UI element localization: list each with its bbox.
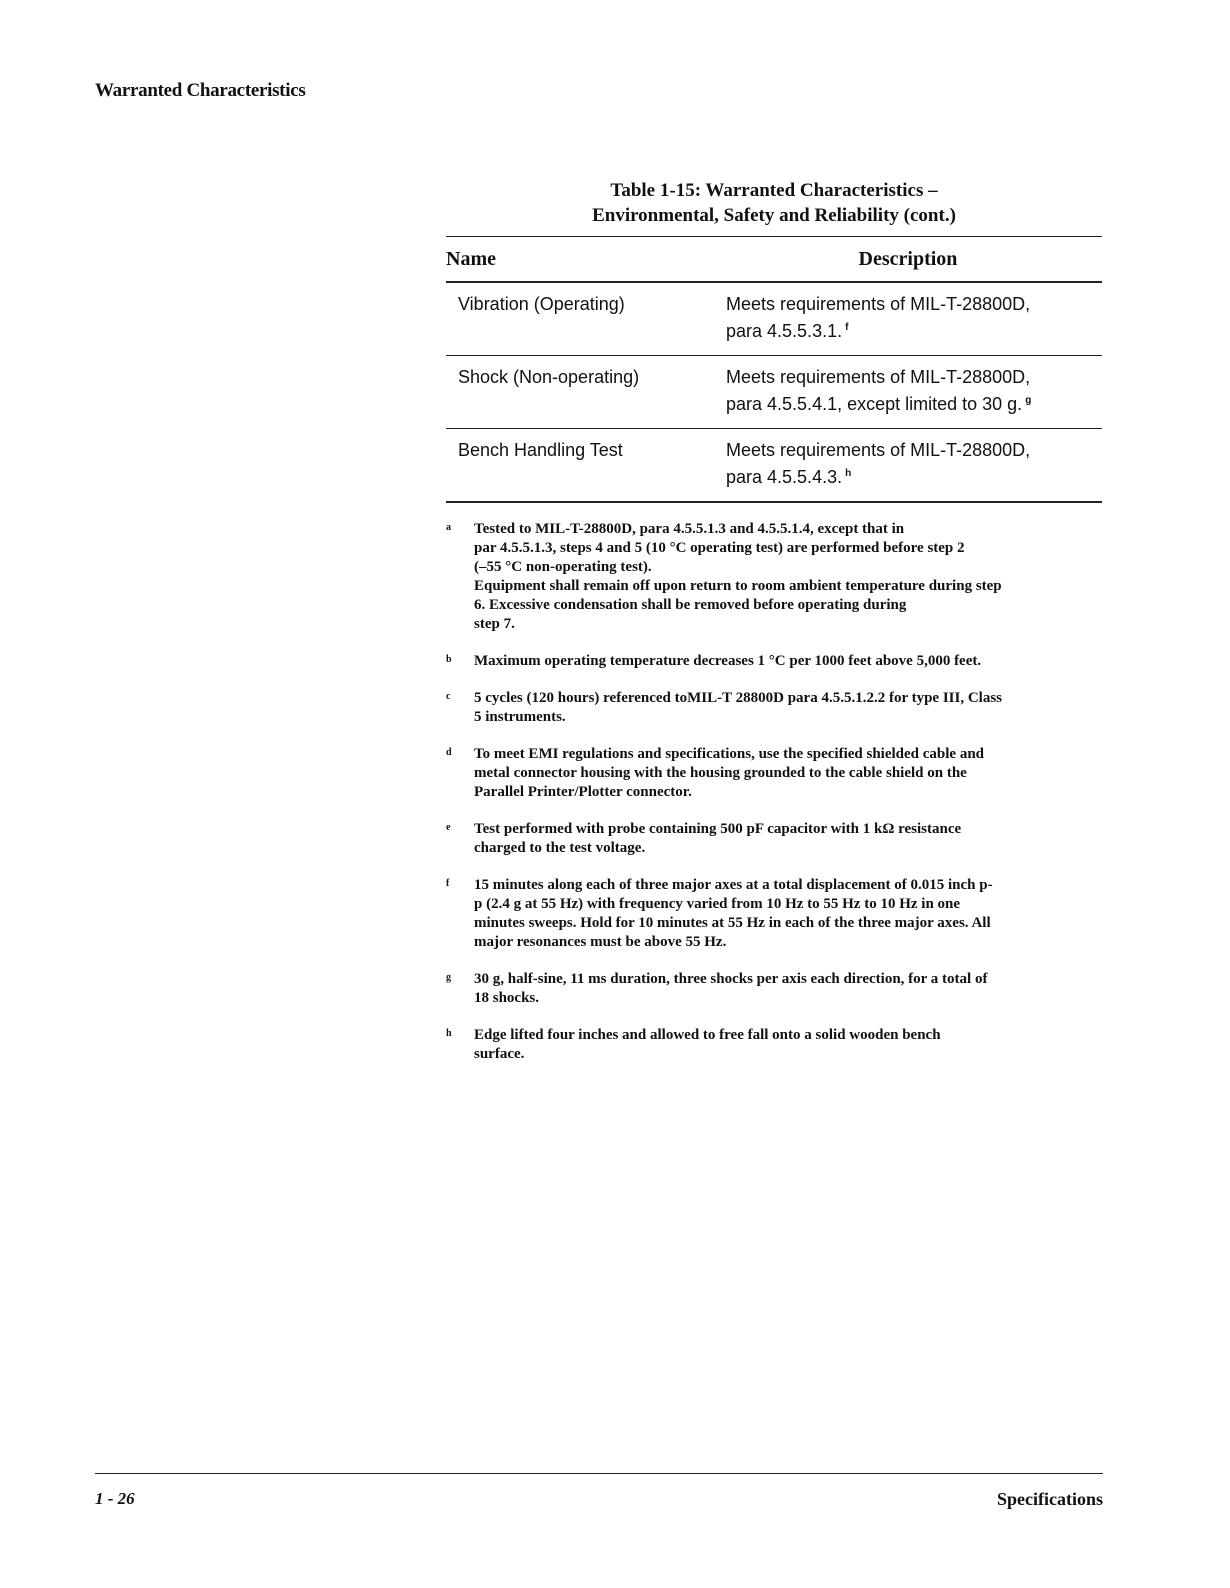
footnote-marker: g bbox=[446, 972, 451, 983]
footnote-text: Test performed with probe containing 500 pF capacitor with 1 kΩ resistance charged to the test voltage. bbox=[474, 821, 962, 856]
footnote-marker: d bbox=[446, 747, 452, 758]
row-name: Vibration (Operating) bbox=[446, 282, 714, 356]
row-description-text: para 4.5.5.4.3. bbox=[726, 467, 843, 487]
footnote-marker: b bbox=[446, 654, 452, 665]
table-header-row bbox=[446, 237, 1102, 283]
footnote-marker: a bbox=[446, 522, 451, 533]
footnote-reference: h bbox=[845, 468, 852, 479]
row-description-text: para 4.5.5.4.1, except limited to 30 g. bbox=[726, 394, 1023, 414]
table-row bbox=[446, 282, 1102, 356]
footnote-text: 15 minutes along each of three major axes at a total displacement of 0.015 inch p- p (2.4 g at 55 Hz) with frequency varied from 10 Hz to 55 Hz to 10 Hz in one minutes sweeps. Hold for 10 minutes at 55 Hz in each of the three major axes. All major resonances must be above 55 Hz. bbox=[474, 877, 993, 950]
footnote bbox=[446, 1026, 1106, 1064]
footnote-marker: e bbox=[446, 822, 451, 833]
spec-table bbox=[446, 236, 1102, 503]
column-header-description: Description bbox=[714, 237, 1102, 283]
footnote-text: Edge lifted four inches and allowed to free fall onto a solid wooden bench surface. bbox=[474, 1027, 941, 1062]
table-row bbox=[446, 356, 1102, 429]
footnote-marker: h bbox=[446, 1028, 452, 1039]
row-description-line-2 bbox=[726, 389, 1102, 416]
running-head: Warranted Characteristics bbox=[95, 80, 306, 101]
footnote bbox=[446, 820, 1106, 858]
footnote bbox=[446, 745, 1106, 802]
footnote bbox=[446, 876, 1106, 952]
footnote-marker: f bbox=[446, 878, 450, 889]
footnote-text: Maximum operating temperature decreases 1 °C per 1000 feet above 5,000 feet. bbox=[474, 653, 982, 669]
footer-divider bbox=[95, 1473, 1103, 1474]
row-name: Bench Handling Test bbox=[446, 429, 714, 503]
row-description-line-2 bbox=[726, 462, 1102, 489]
footnote bbox=[446, 689, 1106, 727]
footnote-text: Tested to MIL-T-28800D, para 4.5.5.1.3 and 4.5.5.1.4, except that in par 4.5.5.1.3, steps 4 and 5 (10 °C operating test) are performed before step 2 (–55 °C non-operating test). Equipment shall remain off upon return to room ambient temperature during step 6. Excessive condensation shall be removed before operating during step 7. bbox=[474, 521, 1002, 632]
footnote-reference: f bbox=[845, 322, 849, 333]
row-description-line-1: Meets requirements of MIL-T-28800D, bbox=[726, 367, 1031, 387]
footnote-text: To meet EMI regulations and specifications, use the specified shielded cable and metal connector housing with the housing grounded to the cable shield on the Parallel Printer/Plotter connector. bbox=[474, 746, 985, 800]
footer-section-name: Specifications bbox=[997, 1489, 1103, 1509]
table-caption bbox=[446, 178, 1102, 228]
row-description bbox=[714, 282, 1102, 356]
table-caption-line-2: Environmental, Safety and Reliability (cont.) bbox=[592, 205, 956, 226]
footnote-reference: g bbox=[1025, 395, 1032, 406]
page-number: 1 - 26 bbox=[95, 1489, 135, 1508]
footnote bbox=[446, 520, 1106, 634]
footnote bbox=[446, 652, 1106, 671]
row-description-line-1: Meets requirements of MIL-T-28800D, bbox=[726, 294, 1031, 314]
footnote-text: 5 cycles (120 hours) referenced toMIL-T 28800D para 4.5.5.1.2.2 for type III, Class 5 instruments. bbox=[474, 690, 1003, 725]
row-description-text: para 4.5.5.3.1. bbox=[726, 321, 843, 341]
table-caption-line-1: Table 1-15: Warranted Characteristics – bbox=[610, 180, 938, 201]
footnote bbox=[446, 970, 1106, 1008]
footnote-list bbox=[446, 520, 1106, 1082]
footnote-marker: c bbox=[446, 691, 451, 702]
row-description bbox=[714, 356, 1102, 429]
column-header-name: Name bbox=[446, 237, 714, 283]
table-row bbox=[446, 429, 1102, 503]
row-description-line-2 bbox=[726, 316, 1102, 343]
row-name: Shock (Non-operating) bbox=[446, 356, 714, 429]
row-description bbox=[714, 429, 1102, 503]
footnote-text: 30 g, half-sine, 11 ms duration, three shocks per axis each direction, for a total of 18 shocks. bbox=[474, 971, 988, 1006]
row-description-line-1: Meets requirements of MIL-T-28800D, bbox=[726, 440, 1031, 460]
